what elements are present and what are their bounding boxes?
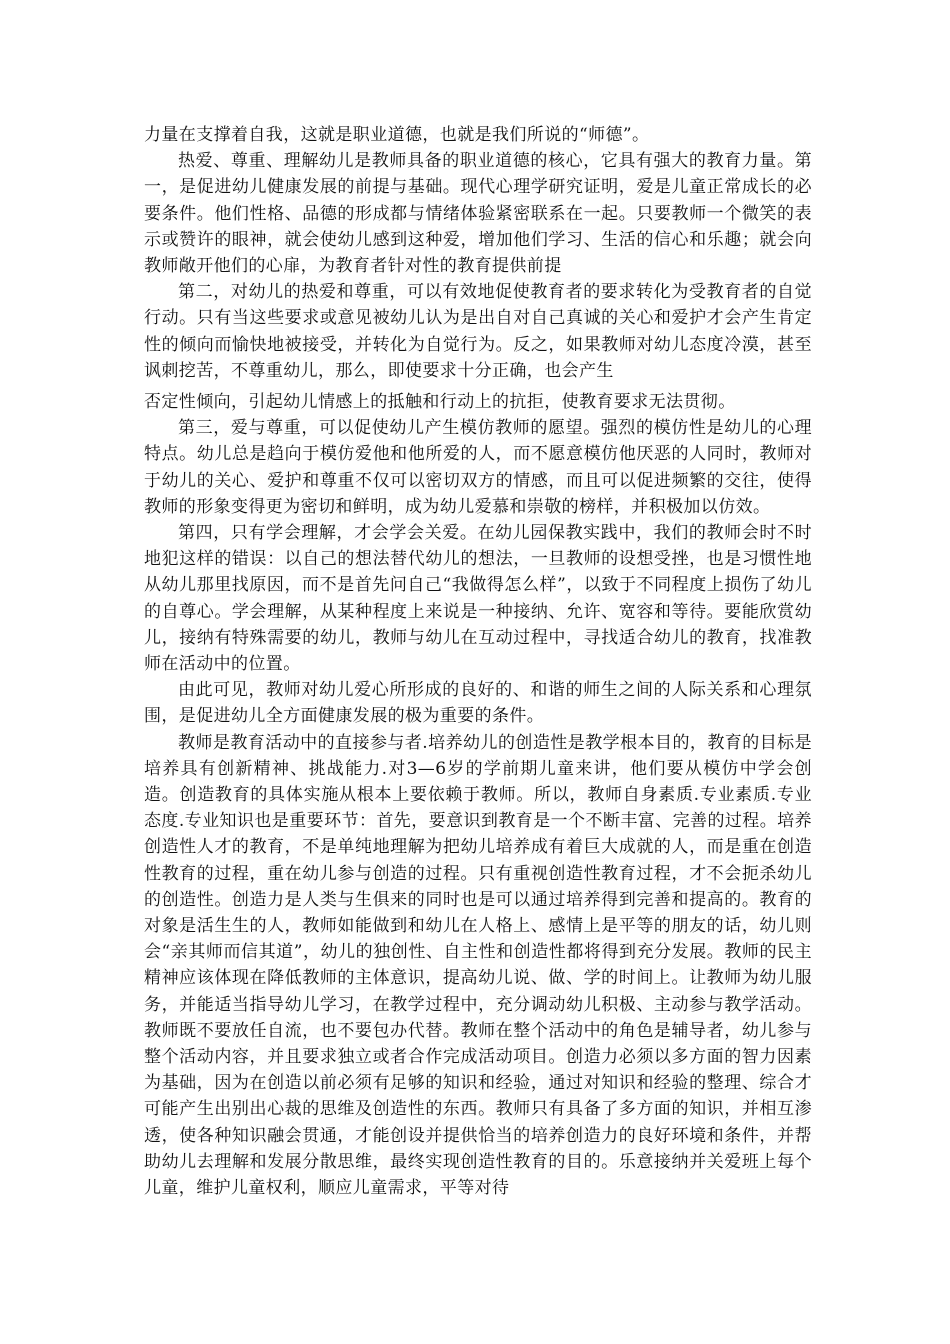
paragraph-teacher-creativity: 教师是教育活动中的直接参与者.培养幼儿的创造性是教学根本目的，教育的目标是培养具有创新精神、挑战能力.对3—6岁的学前期儿童来讲，他们要从模仿中学会创造。创造教育的具体实施从根本上要依赖于教师。所以，教师自身素质.专业素质.专业态度.专业知识也是重要环节：首先，要意识到教育是一个不断丰富、完善的过程。培养创造性人才的教育，不是单纯地理解为把幼儿培养成有着巨大成就的人，而是重在创造性教育的过程，重在幼儿参与创造的过程。只有重视创造性教育过程，才不会扼杀幼儿的创造性。创造力是人类与生俱来的同时也是可以通过培养得到完善和提高的。教育的对象是活生生的人，教师如能做到和幼儿在人格上、感情上是平等的朋友的话，幼儿则会“亲其师而信其道”，幼儿的独创性、自主性和创造性都将得到充分发展。教师的民主精神应该体现在降低教师的主体意识，提高幼儿说、做、学的时间上。让教师为幼儿服务，并能适当指导幼儿学习，在教学过程中，充分调动幼儿积极、主动参与教学活动。教师既不要放任自流，也不要包办代替。教师在整个活动中的角色是辅导者，幼儿参与整个活动内容，并且要求独立或者合作完成活动项目。创造力必须以多方面的智力因素为基础，因为在创造以前必须有足够的知识和经验，通过对知识和经验的整理、综合才可能产生出别出心裁的思维及创造性的东西。教师只有具备了多方面的知识，并相互渗透，使各种知识融会贯通，才能创设并提供恰当的培养创造力的良好环境和条件，并帮助幼儿去理解和发展分散思维，最终实现创造性教育的目的。乐意接纳并关爱班上每个儿童，维护儿童权利，顺应儿童需求，平等对待 <box>144 732 812 1199</box>
paragraph-continuation-2: 否定性倾向，引起幼儿情感上的抵触和行动上的抗拒，使教育要求无法贯彻。 <box>144 392 736 412</box>
paragraph-second-point: 第二，对幼儿的热爱和尊重，可以有效地促使教育者的要求转化为受教育者的自觉行动。只有当这些要求或意见被幼儿认为是出自对自己真诚的关心和爱护才会产生肯定性的倾向而愉快地被接受，并转化为自觉行为。反之，如果教师对幼儿态度冷漠，甚至讽刺挖苦，不尊重幼儿，那么，即使要求十分正确，也会产生 <box>144 282 812 381</box>
paragraph-conclusion: 由此可见，教师对幼儿爱心所形成的良好的、和谐的师生之间的人际关系和心理氛围，是促进幼儿全方面健康发展的极为重要的条件。 <box>144 680 812 727</box>
text-block-upper <box>144 122 812 384</box>
paragraph-core-ethics: 热爱、尊重、理解幼儿是教师具备的职业道德的核心，它具有强大的教育力量。第一，是促进幼儿健康发展的前提与基础。现代心理学研究证明，爱是儿童正常成长的必要条件。他们性格、品德的形成都与情绪体验紧密联系在一起。只要教师一个微笑的表示或赞许的眼神，就会使幼儿感到这种爱，增加他们学习、生活的信心和乐趣；就会向教师敞开他们的心扉，为教育者针对性的教育提供前提 <box>144 151 812 277</box>
text-block-lower <box>144 389 812 1201</box>
paragraph-continuation: 力量在支撑着自我，这就是职业道德，也就是我们所说的“师德”。 <box>144 125 650 145</box>
paragraph-fourth-point: 第四，只有学会理解，才会学会关爱。在幼儿园保教实践中，我们的教师会时不时地犯这样的错误：以自己的想法替代幼儿的想法，一旦教师的设想受挫，也是习惯性地从幼儿那里找原因，而不是首先问自己“我做得怎么样”，以致于不同程度上损伤了幼儿的自尊心。学会理解，从某种程度上来说是一种接纳、允许、宽容和等待。要能欣赏幼儿，接纳有特殊需要的幼儿，教师与幼儿在互动过程中，寻找适合幼儿的教育，找准教师在活动中的位置。 <box>144 523 812 675</box>
paragraph-third-point: 第三，爱与尊重，可以促使幼儿产生模仿教师的愿望。强烈的模仿性是幼儿的心理特点。幼儿总是趋向于模仿爱他和他所爱的人，而不愿意模仿他厌恶的人同时，教师对于幼儿的关心、爱护和尊重不仅可以密切双方的情感，而且可以促进频繁的交往，使得教师的形象变得更为密切和鲜明，成为幼儿爱慕和崇敬的榜样，并积极加以仿效。 <box>144 418 812 517</box>
